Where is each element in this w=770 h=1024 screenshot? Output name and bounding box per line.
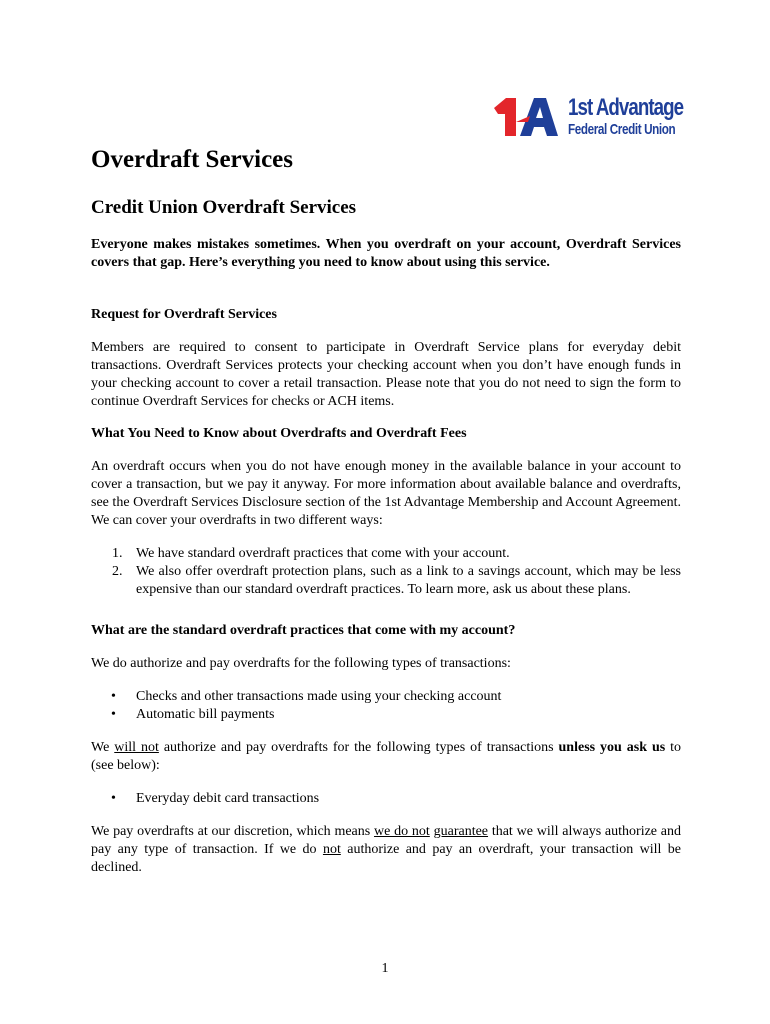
emphasis-unless: unless you ask us — [558, 740, 666, 755]
text-run: authorize and pay overdrafts for the following types of transactions — [158, 740, 559, 755]
discretion-paragraph — [91, 823, 681, 877]
logo-name: 1st Advantage — [568, 94, 684, 121]
list-item-text: Checks and other transactions made using your checking account — [136, 689, 502, 704]
list-number: 2. — [112, 564, 123, 579]
list-number: 1. — [112, 546, 123, 561]
emphasis-do-not: we do not — [374, 824, 430, 839]
document-body — [91, 144, 681, 877]
not-authorize-paragraph — [91, 739, 681, 775]
list-item — [91, 706, 681, 724]
request-heading: Request for Overdraft Services — [91, 307, 277, 322]
list-item — [91, 688, 681, 706]
list-item-text: We also offer overdraft protection plans, such as a link to a savings account, which may be less expensive than our standard overdraft practices. To learn more, ask us about these plans. — [136, 564, 681, 597]
request-paragraph: Members are required to consent to participate in Overdraft Service plans for everyday debit transactions. Overdraft Services protects your checking account when you don’t have enough funds in your checking account to cover a retail transaction. Please note that you do not need to sign the form to continue Overdraft Services for checks or ACH items. — [91, 340, 681, 409]
logo-mark-icon — [490, 92, 560, 142]
page-number: 1 — [381, 961, 389, 976]
emphasis-not: not — [322, 842, 341, 857]
list-item — [91, 545, 681, 563]
text-run: authorize and pay an overdraft, your transaction will be declined. — [91, 842, 681, 875]
text-run: We pay overdrafts at our discretion, which means — [91, 824, 375, 839]
list-item-text: Automatic bill payments — [136, 707, 275, 722]
logo-subtitle: Federal Credit Union — [568, 121, 676, 138]
bullet-icon: • — [111, 707, 116, 722]
fees-paragraph: An overdraft occurs when you do not have enough money in the available balance in your account to cover a transaction, but we pay it anyway. For more information about available balance and overdrafts, see the Overdraft Services Disclosure section of the 1st Advantage Membership and Account Agreement. We can cover your overdrafts in two different ways: — [91, 459, 681, 528]
company-logo — [490, 92, 682, 142]
list-item-text: Everyday debit card transactions — [136, 791, 320, 806]
section-title: Credit Union Overdraft Services — [91, 197, 357, 218]
standard-heading: What are the standard overdraft practices that come with my account? — [91, 623, 516, 638]
bullet-icon: • — [111, 689, 116, 704]
text-run: that we will always authorize and pay any type of transaction. If we do — [91, 824, 682, 857]
overdraft-options-list — [91, 545, 681, 599]
emphasis-will-not: will not — [114, 740, 159, 755]
text-run: We — [91, 740, 115, 755]
fees-heading: What You Need to Know about Overdrafts and Overdraft Fees — [91, 426, 467, 441]
list-item-text: We have standard overdraft practices that come with your account. — [136, 546, 510, 561]
page-title: Overdraft Services — [91, 146, 294, 173]
intro-paragraph: Everyone makes mistakes sometimes. When you overdraft on your account, Overdraft Services covers that gap. Here’s everything you need to know about using this service. — [91, 237, 681, 270]
text-run: to (see below): — [91, 740, 682, 773]
list-item — [91, 563, 681, 599]
list-item — [91, 790, 681, 808]
authorized-list — [91, 688, 681, 724]
bullet-icon: • — [111, 791, 116, 806]
emphasis-guarantee: guarantee — [433, 824, 489, 839]
not-authorized-list — [91, 790, 681, 808]
authorize-intro: We do authorize and pay overdrafts for the following types of transactions: — [91, 656, 511, 671]
